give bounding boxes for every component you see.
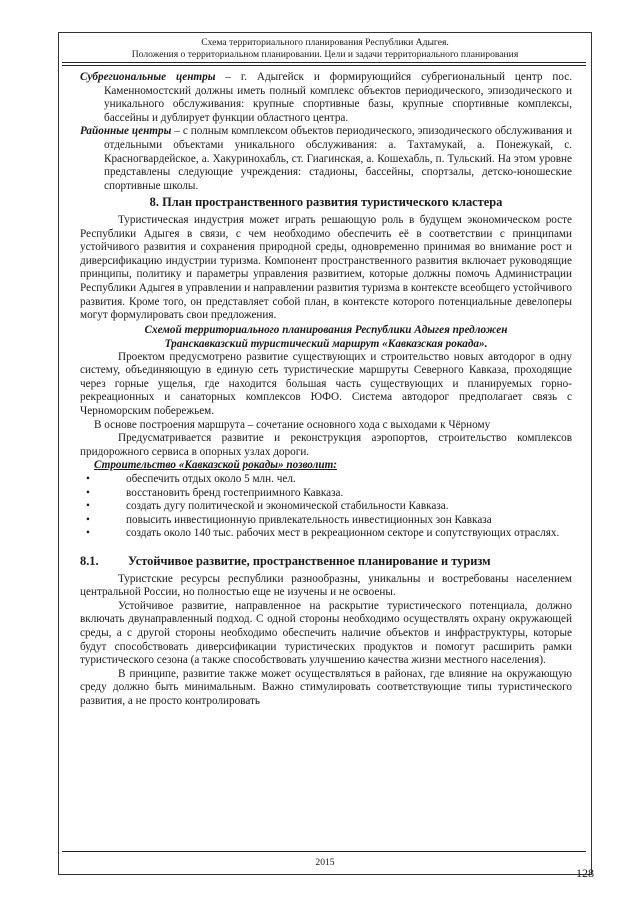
list-item: • создать дугу политической и экономической стабильности Кавказа. bbox=[86, 500, 449, 513]
section-8-1-number: 8.1. bbox=[80, 554, 99, 568]
list-item: • восстановить бренд гостеприимного Кавказа. bbox=[86, 486, 344, 499]
section-8-paragraph: Туристическая индустрия может играть решающую роль в будущем экономическом росте Республики Адыгея в связи, с чем необходимо обеспечить её в соответствии с принципами устойчивого развития и сохранения природной среды, одновременно принимая во внимание рост и диверсификацию индустрии туризма. Компонент пространственного развития включает руководящие принципы, политику и параметры управления развитием, которые должны помочь Администрации Республики Адыгея в управлении и направлении развития туризма в контексте всеобщего устойчивого развития. Кроме того, он представляет собой план, в контексте которого потенциальные девелоперы могут формулировать свои предложения. bbox=[80, 213, 573, 322]
header-rule-2 bbox=[62, 65, 586, 66]
section-8-heading: 8. План пространственного развития туристического кластера bbox=[149, 195, 503, 210]
section-8-1-title: Устойчивое развитие, пространственное планирование и туризм bbox=[128, 554, 491, 568]
header-rule bbox=[62, 62, 586, 63]
section-8-1-paragraph-3: В принципе, развитие также может осуществляться в районах, где влияние на окружающую среду должно быть минимальным. Важно стимулировать соответствующие типы туристического развития, а не просто контролировать bbox=[80, 667, 572, 707]
section-8-1-heading bbox=[80, 555, 572, 569]
page-content bbox=[80, 71, 572, 709]
section-8-1-paragraph-2: Устойчивое развитие, направленное на раскрытие туристического потенциала, должно включать двунаправленный подход. С одной стороны необходимо осуществлять охрану окружающей среды, а с другой стороны необходимо обеспечить наличие объектов и инфраструктуры, которые будут способствовать диверсификации туристических продуктов и помогут расширить рамки туристического сезона (а также способствовать улучшению качества жизни местного населения). bbox=[80, 599, 572, 667]
footer-rule bbox=[62, 851, 586, 852]
subregional-centers-text: – г. Адыгейск и формирующийся субрегиональный центр пос. Каменномостский должны иметь полный комплекс объектов периодического, эпизодического и уникального обслуживания: крупные спортивные базы, крупные спортивные комплексы, бассейны и дублирует функции областного центра. bbox=[104, 71, 573, 124]
subregional-centers-paragraph bbox=[80, 71, 572, 125]
section-8-1-paragraph-1: Туристские ресурсы республики разнообразны, уникальны и востребованы населением центральной России, но полностью еще не изучены и не освоены. bbox=[80, 572, 572, 599]
list-item: • создать около 140 тыс. рабочих мест в рекреационном секторе и сопутствующих отраслях. bbox=[86, 527, 560, 540]
page-header bbox=[60, 37, 590, 61]
header-line-2: Положения о территориальном планировании. Цели и задачи территориального планирования bbox=[131, 49, 519, 60]
route-paragraph-basis: В основе построения маршрута – сочетание основного хода с выходами к Чёрному bbox=[94, 418, 491, 431]
district-centers-term: Районные центры bbox=[80, 125, 172, 138]
bullet-icon: • bbox=[86, 500, 90, 513]
district-centers-text: – с полным комплексом объектов периодического, эпизодического обслуживания и отдельными объектами уникального обслуживания: а. Тахтамукай, а. Понежукай, с. Красногвардейское, а. Хакуринохабль, ст. Гиагинская, а. Кошехабль, п. Тульский. На этом уровне представлены следующие учреждения: стадионы, бассейны, спортзалы, детско-юношеские спортивные школы. bbox=[104, 125, 572, 192]
bullet-icon: • bbox=[86, 473, 90, 486]
route-paragraph-project: Проектом предусмотрено развитие существующих и строительство новых автодорог в одну систему, объединяющую в единую сеть туристические маршруты Северного Кавказа, проходящие через горные ущелья, где находится большая часть существующих и планируемых горно-рекреационных и санаторных комплексов ЮФО. Система автодорог предполагает связь с Черноморским побережьем. bbox=[80, 350, 572, 418]
bullet-icon: • bbox=[86, 486, 90, 499]
bullet-icon: • bbox=[86, 527, 90, 540]
bullet-icon: • bbox=[86, 513, 90, 526]
rokada-benefits-list bbox=[80, 473, 572, 541]
footer-year: 2015 bbox=[315, 857, 335, 868]
rokada-allows-label: Строительство «Кавказской рокады» позволит: bbox=[94, 459, 337, 472]
route-paragraph-airports: Предусматривается развитие и реконструкция аэропортов, строительство комплексов придорожного сервиса в опорных узлах дороги. bbox=[80, 432, 572, 458]
page-number: 128 bbox=[576, 866, 594, 880]
subregional-centers-term: Субрегиональные центры bbox=[80, 71, 216, 83]
list-item: • повысить инвестиционную привлекательность инвестиционных зон Кавказа bbox=[86, 513, 492, 526]
list-item: • обеспечить отдых около 5 млн. чел. bbox=[86, 473, 296, 486]
header-line-1: Схема территориального планирования Республики Адыгея. bbox=[201, 37, 449, 48]
route-subheading-2: Транскавказский туристический маршрут «Кавказская рокада». bbox=[164, 337, 488, 350]
district-centers-paragraph bbox=[80, 125, 572, 193]
route-subheading-1: Схемой территориального планирования Республики Адыгея предложен bbox=[144, 323, 508, 336]
